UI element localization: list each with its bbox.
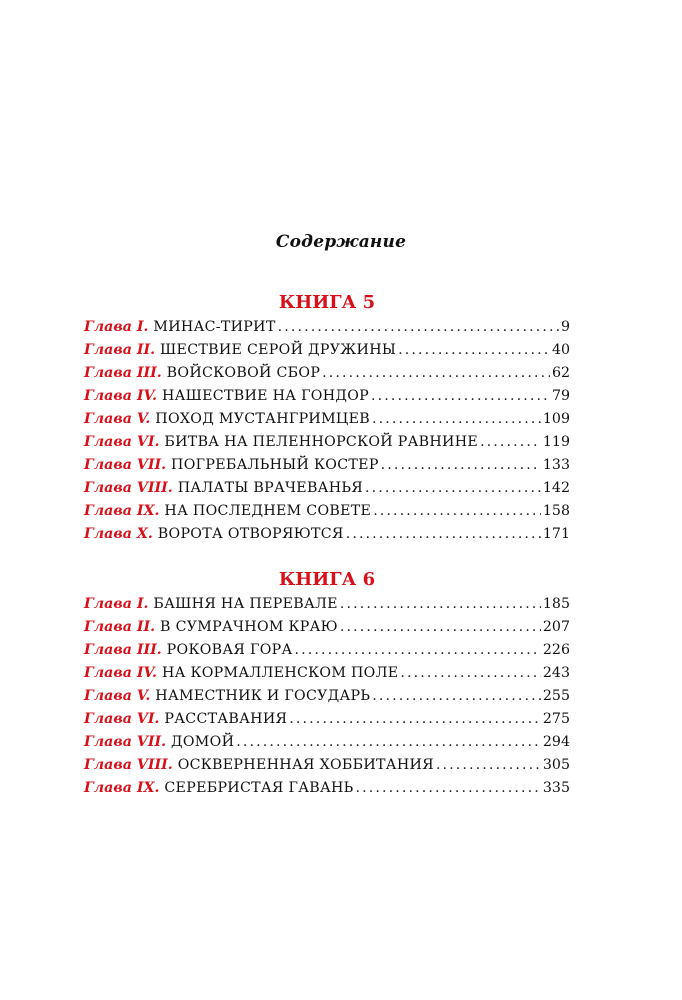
chapter-title: ШЕСТВИЕ СЕРОЙ ДРУЖИНЫ — [160, 342, 397, 358]
page-title: Содержание — [275, 232, 407, 252]
chapter-label: Глава IX. — [84, 503, 160, 519]
page-number: 62 — [551, 365, 570, 381]
book-section — [84, 569, 570, 800]
chapter-title: ОСКВЕРНЕННАЯ ХОББИТАНИЯ — [177, 757, 434, 773]
chapter-label: Глава X. — [84, 526, 153, 542]
chapter-title: В СУМРАЧНОМ КРАЮ — [160, 619, 338, 635]
toc-entry[interactable] — [84, 708, 570, 731]
chapter-label: Глава V. — [84, 688, 151, 704]
toc-entry[interactable] — [84, 316, 570, 339]
dot-leader — [338, 593, 541, 616]
dot-leader — [293, 639, 541, 662]
page-number: 243 — [542, 665, 570, 681]
dot-leader — [354, 777, 541, 800]
dot-leader — [363, 477, 541, 500]
chapter-label: Глава VIII. — [84, 757, 173, 773]
chapter-list — [84, 316, 570, 546]
page-number: 142 — [542, 480, 570, 496]
page-number: 335 — [542, 780, 570, 796]
toc-entry[interactable] — [84, 362, 570, 385]
chapter-title: МИНАС-ТИРИТ — [153, 319, 276, 335]
page-number: 9 — [560, 319, 570, 335]
dot-leader — [276, 316, 559, 339]
toc-entry[interactable] — [84, 385, 570, 408]
chapter-label: Глава IX. — [84, 780, 160, 796]
dot-leader — [320, 362, 550, 385]
book-heading: КНИГА 6 — [278, 569, 376, 590]
chapter-title: НА ПОСЛЕДНЕМ СОВЕТЕ — [164, 503, 372, 519]
chapter-title: РАССТАВАНИЯ — [164, 711, 288, 727]
chapter-label: Глава VI. — [84, 711, 160, 727]
dot-leader — [379, 454, 541, 477]
chapter-label: Глава IV. — [84, 665, 157, 681]
chapter-label: Глава II. — [84, 619, 156, 635]
chapter-title: РОКОВАЯ ГОРА — [166, 642, 293, 658]
chapter-label: Глава VI. — [84, 434, 160, 450]
chapter-title: ПАЛАТЫ ВРАЧЕВАНЬЯ — [177, 480, 364, 496]
chapter-label: Глава V. — [84, 411, 151, 427]
page-number: 133 — [542, 457, 570, 473]
chapter-list — [84, 593, 570, 800]
page-number: 79 — [551, 388, 570, 404]
chapter-label: Глава I. — [84, 319, 149, 335]
chapter-label: Глава III. — [84, 365, 162, 381]
toc-entry[interactable] — [84, 523, 570, 546]
chapter-label: Глава VII. — [84, 457, 167, 473]
page-number: 185 — [542, 596, 570, 612]
dot-leader — [370, 408, 541, 431]
page-number: 226 — [542, 642, 570, 658]
dot-leader — [344, 523, 541, 546]
toc-entry[interactable] — [84, 339, 570, 362]
chapter-title: ВОЙСКОВОЙ СБОР — [166, 365, 321, 381]
dot-leader — [370, 685, 541, 708]
chapter-label: Глава III. — [84, 642, 162, 658]
chapter-title: НАШЕСТВИЕ НА ГОНДОР — [161, 388, 370, 404]
toc-entry[interactable] — [84, 685, 570, 708]
page-number: 207 — [542, 619, 570, 635]
chapter-title: СЕРЕБРИСТАЯ ГАВАНЬ — [164, 780, 354, 796]
chapter-title: НА КОРМАЛЛЕНСКОМ ПОЛЕ — [161, 665, 399, 681]
toc-entry[interactable] — [84, 639, 570, 662]
page-number: 255 — [542, 688, 570, 704]
chapter-title: ВОРОТА ОТВОРЯЮТСЯ — [157, 526, 344, 542]
dot-leader — [478, 431, 541, 454]
chapter-title: БИТВА НА ПЕЛЕННОРСКОЙ РАВНИНЕ — [164, 434, 479, 450]
chapter-title: ПОХОД МУСТАНГРИМЦЕВ — [155, 411, 370, 427]
chapter-title: ДОМОЙ — [171, 734, 235, 750]
page-number: 109 — [542, 411, 570, 427]
chapter-label: Глава VII. — [84, 734, 167, 750]
chapter-label: Глава VIII. — [84, 480, 173, 496]
page-number: 294 — [542, 734, 570, 750]
chapter-title: ПОГРЕБАЛЬНЫЙ КОСТЕР — [171, 457, 379, 473]
chapter-label: Глава I. — [84, 596, 149, 612]
dot-leader — [287, 708, 541, 731]
toc-entry[interactable] — [84, 477, 570, 500]
chapter-label: Глава IV. — [84, 388, 157, 404]
dot-leader — [398, 662, 541, 685]
dot-leader — [371, 500, 541, 523]
dot-leader — [369, 385, 550, 408]
dot-leader — [434, 754, 541, 777]
page-number: 40 — [551, 342, 570, 358]
page-number: 119 — [542, 434, 570, 450]
book-section — [84, 292, 570, 546]
toc-entry[interactable] — [84, 616, 570, 639]
chapter-title: НАМЕСТНИК И ГОСУДАРЬ — [155, 688, 371, 704]
toc-entry[interactable] — [84, 662, 570, 685]
toc-entry[interactable] — [84, 593, 570, 616]
chapter-title: БАШНЯ НА ПЕРЕВАЛЕ — [153, 596, 338, 612]
toc-entry[interactable] — [84, 777, 570, 800]
dot-leader — [338, 616, 541, 639]
page-number: 305 — [542, 757, 570, 773]
toc-entry[interactable] — [84, 431, 570, 454]
toc-entry[interactable] — [84, 408, 570, 431]
toc-entry[interactable] — [84, 754, 570, 777]
page-number: 275 — [542, 711, 570, 727]
page-number: 171 — [542, 526, 570, 542]
toc-entry[interactable] — [84, 731, 570, 754]
page-number: 158 — [542, 503, 570, 519]
toc-entry[interactable] — [84, 500, 570, 523]
dot-leader — [396, 339, 550, 362]
toc-entry[interactable] — [84, 454, 570, 477]
dot-leader — [234, 731, 541, 754]
book-heading: КНИГА 5 — [278, 292, 376, 313]
chapter-label: Глава II. — [84, 342, 156, 358]
